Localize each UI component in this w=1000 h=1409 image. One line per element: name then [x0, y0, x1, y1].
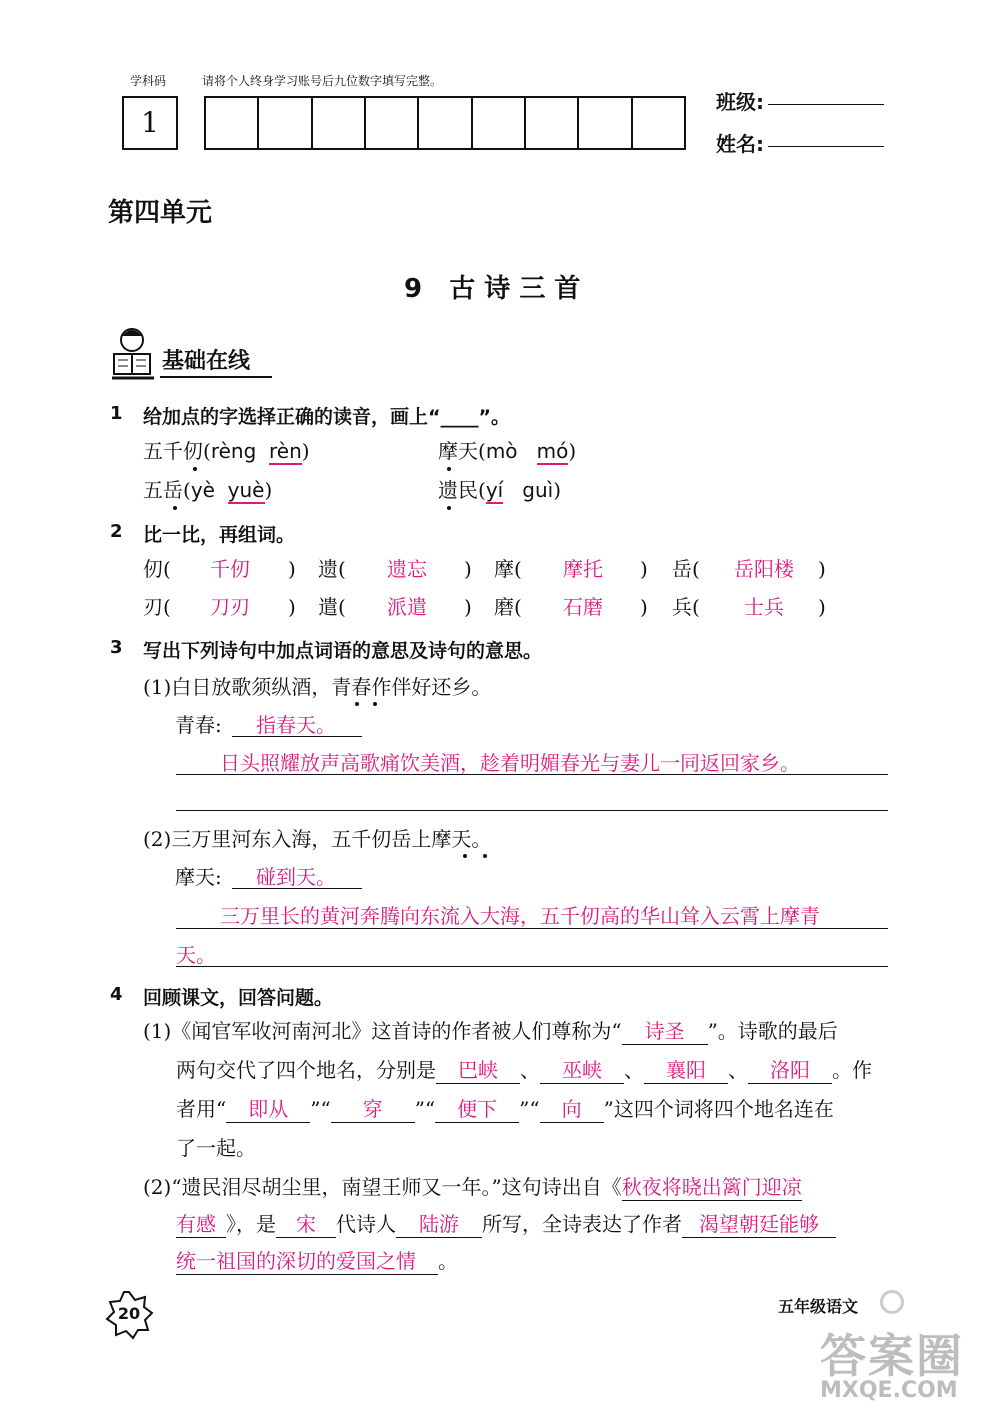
digit-cell[interactable] [206, 98, 259, 148]
answer-line [176, 928, 888, 929]
q2-answer[interactable]: 石磨 [563, 595, 603, 619]
q2-close: ) [640, 595, 648, 619]
q1-item: 摩天(mò mó) [438, 439, 577, 463]
q4-s1-text: ”。诗歌的最后 [707, 1019, 838, 1043]
site-url: MXQE.COM [820, 1378, 958, 1403]
q2-prompt: 比一比，再组词。 [143, 524, 296, 546]
q2-answer[interactable]: 派遣 [387, 595, 427, 619]
emphasis-dot [483, 854, 487, 858]
class-label: 班级: [716, 90, 764, 114]
q2-char: 刃( [143, 595, 171, 619]
q4-s1-line2: 两句交代了四个地名，分别是 巴峡 、 巫峡 、 襄阳 、 洛阳 。作 [176, 1058, 872, 1082]
class-field[interactable] [768, 104, 884, 105]
answer-line [232, 888, 362, 889]
answer-line [176, 810, 888, 811]
section-underline [160, 376, 272, 378]
q2-answer[interactable]: 士兵 [744, 595, 784, 619]
subject-code-value: 1 [141, 106, 159, 139]
page-number: 20 [117, 1304, 141, 1323]
q4-s1-text: ”这四个词将四个地名连在 [603, 1097, 834, 1121]
q2-char: 磨( [494, 595, 522, 619]
lesson-title: 9 古 诗 三 首 [404, 274, 581, 304]
q4-poet-answer[interactable]: 陆游 [396, 1211, 482, 1238]
q1-word: 五岳 [143, 478, 183, 502]
q1-number: 1 [110, 403, 123, 424]
q1-option-selected[interactable]: yí [485, 478, 504, 502]
q4-s2-text: 》，是 [226, 1212, 276, 1236]
q1-word: 五千仞 [143, 439, 203, 463]
digit-cell[interactable] [473, 98, 526, 148]
name-label: 姓名: [716, 132, 764, 156]
q4-s2-text: 代诗人 [336, 1212, 396, 1236]
q3-poem-line-2: (2)三万里河东入海，五千仞岳上摩天。 [143, 827, 492, 851]
q1-option: rèng [210, 439, 257, 463]
q2-char: 遣( [318, 595, 346, 619]
answer-line [176, 774, 888, 775]
q3-term-1-answer[interactable]: 指春天。 [256, 713, 336, 737]
q4-verb-answer[interactable]: 向 [540, 1096, 604, 1123]
q4-number: 4 [110, 984, 123, 1005]
q3-meaning-1[interactable]: 日头照耀放声高歌痛饮美酒，趁着明媚春光与妻儿一同返回家乡。 [220, 751, 800, 775]
q4-s2-text: 所写，全诗表达了作者 [482, 1212, 682, 1236]
q4-s2-text: 。 [438, 1249, 458, 1273]
answer-line [232, 736, 362, 737]
answer-line [176, 966, 888, 967]
emphasis-dot [463, 854, 467, 858]
q3-meaning-2b[interactable]: 天。 [176, 943, 216, 967]
q3-meaning-2a[interactable]: 三万里长的黄河奔腾向东流入大海，五千仞高的华山耸入云霄上摩青 [220, 904, 820, 928]
q4-s2-text: (2)“遗民泪尽胡尘里，南望王师又一年。”这句诗出自《 [143, 1175, 622, 1199]
account-number-boxes[interactable] [204, 96, 686, 150]
section-title: 基础在线 [162, 349, 251, 374]
q2-close: ) [288, 557, 296, 581]
q1-option-selected[interactable]: rèn [269, 439, 302, 463]
q2-char: 遗( [318, 557, 346, 581]
digit-cell[interactable] [259, 98, 312, 148]
q4-verb-answer[interactable]: 穿 [331, 1096, 415, 1123]
q2-close: ) [464, 595, 472, 619]
q1-word: 摩天 [438, 439, 478, 463]
q1-word: 遗民 [438, 478, 478, 502]
q2-char: 仞( [143, 557, 171, 581]
subject-code-box [122, 96, 178, 150]
q2-number: 2 [110, 521, 123, 542]
q1-prompt: 给加点的字选择正确的读音，画上“____”。 [143, 406, 510, 428]
q4-dynasty-answer[interactable]: 宋 [276, 1211, 336, 1238]
q4-verb-answer[interactable]: 便下 [435, 1096, 519, 1123]
q4-prompt: 回顾课文，回答问题。 [143, 987, 334, 1009]
q1-option: yè [190, 478, 215, 502]
q4-place-answer[interactable]: 巴峡 [436, 1057, 520, 1084]
q1-option: mò [485, 439, 518, 463]
page-number-badge [104, 1290, 154, 1340]
digit-cell[interactable] [366, 98, 419, 148]
q2-answer[interactable]: 千仞 [210, 557, 250, 581]
q4-s1-line3: 者用“ 即从 ”“ 穿 ”“ 便下 ”“ 向 ”这四个词将四个地名连在 [176, 1097, 834, 1121]
q1-option-selected[interactable]: yuè [227, 478, 265, 502]
q1-option-selected[interactable]: mó [536, 439, 569, 463]
q2-close: ) [464, 557, 472, 581]
q2-char: 岳( [672, 557, 700, 581]
q4-s1-text: 者用“ [176, 1097, 227, 1121]
q4-place-answer[interactable]: 襄阳 [644, 1057, 728, 1084]
q4-s2-line2 [176, 1211, 836, 1238]
q4-place-answer[interactable]: 洛阳 [748, 1057, 832, 1084]
q1-item: 五千仞(rèng rèn) [143, 439, 310, 463]
q2-close: ) [640, 557, 648, 581]
q1-item: 五岳(yè yuè) [143, 478, 273, 502]
grade-ring-icon [880, 1290, 904, 1314]
site-watermark: 答案圈 [820, 1329, 964, 1383]
q3-term-2: 摩天: [175, 865, 222, 889]
q2-answer[interactable]: 岳阳楼 [734, 557, 794, 581]
q3-poem-line-1: (1)白日放歌须纵酒，青春作伴好还乡。 [143, 675, 492, 699]
digit-cell[interactable] [579, 98, 632, 148]
q2-close: ) [288, 595, 296, 619]
name-field[interactable] [768, 146, 884, 147]
q4-emotion-answer[interactable]: 渴望朝廷能够 [682, 1211, 836, 1238]
emphasis-dot [173, 506, 177, 510]
q4-emotion-answer[interactable]: 统一祖国的深切的爱国之情 [176, 1248, 438, 1275]
q2-answer[interactable]: 刀刃 [210, 595, 250, 619]
subject-code-label: 学科码 [130, 74, 167, 88]
emphasis-dot [193, 467, 197, 471]
digit-cell[interactable] [633, 98, 684, 148]
q4-s2-title-answer[interactable]: 秋夜将晓出篱门迎凉 [621, 1175, 802, 1199]
q4-s2-title-answer[interactable]: 有感 [176, 1211, 226, 1238]
digit-cell[interactable] [313, 98, 366, 148]
digit-cell[interactable] [419, 98, 472, 148]
q4-s2-line1 [143, 1174, 802, 1201]
q2-answer[interactable]: 遗忘 [387, 557, 427, 581]
grade-label: 五年级语文 [778, 1297, 859, 1316]
q2-close: ) [818, 557, 826, 581]
emphasis-dot [373, 702, 377, 706]
emphasis-dot [355, 702, 359, 706]
q4-s1-text: (1)《闻官军收河南河北》这首诗的作者被人们尊称为“ [143, 1019, 622, 1043]
q2-char: 兵( [672, 595, 700, 619]
q4-place-answer[interactable]: 巫峡 [540, 1057, 624, 1084]
q4-verb-answer[interactable]: 即从 [226, 1096, 310, 1123]
q2-char: 摩( [494, 557, 522, 581]
q1-item: 遗民(yí guì) [438, 478, 562, 502]
unit-title: 第四单元 [108, 198, 213, 228]
q4-s1-text: 。作 [832, 1058, 872, 1082]
q4-s1-line4: 了一起。 [176, 1136, 256, 1160]
q3-prompt: 写出下列诗句中加点词语的意思及诗句的意思。 [143, 640, 543, 662]
q3-term-2-answer[interactable]: 碰到天。 [256, 865, 336, 889]
q1-option: guì [522, 478, 554, 502]
q4-s2-line3 [176, 1248, 458, 1275]
q2-answer[interactable]: 摩托 [563, 557, 603, 581]
q3-number: 3 [110, 637, 123, 658]
account-hint: 请将个人终身学习账号后九位数字填写完整。 [202, 74, 443, 88]
digit-cell[interactable] [526, 98, 579, 148]
q4-s1-answer-title[interactable]: 诗圣 [622, 1018, 708, 1045]
emphasis-dot [447, 467, 451, 471]
reader-mascot-icon [108, 326, 158, 386]
q2-close: ) [818, 595, 826, 619]
emphasis-dot [447, 506, 451, 510]
q3-term-1: 青春: [175, 713, 222, 737]
q4-s1-line1 [143, 1018, 838, 1045]
q4-s1-text: 两句交代了四个地名，分别是 [176, 1058, 436, 1082]
